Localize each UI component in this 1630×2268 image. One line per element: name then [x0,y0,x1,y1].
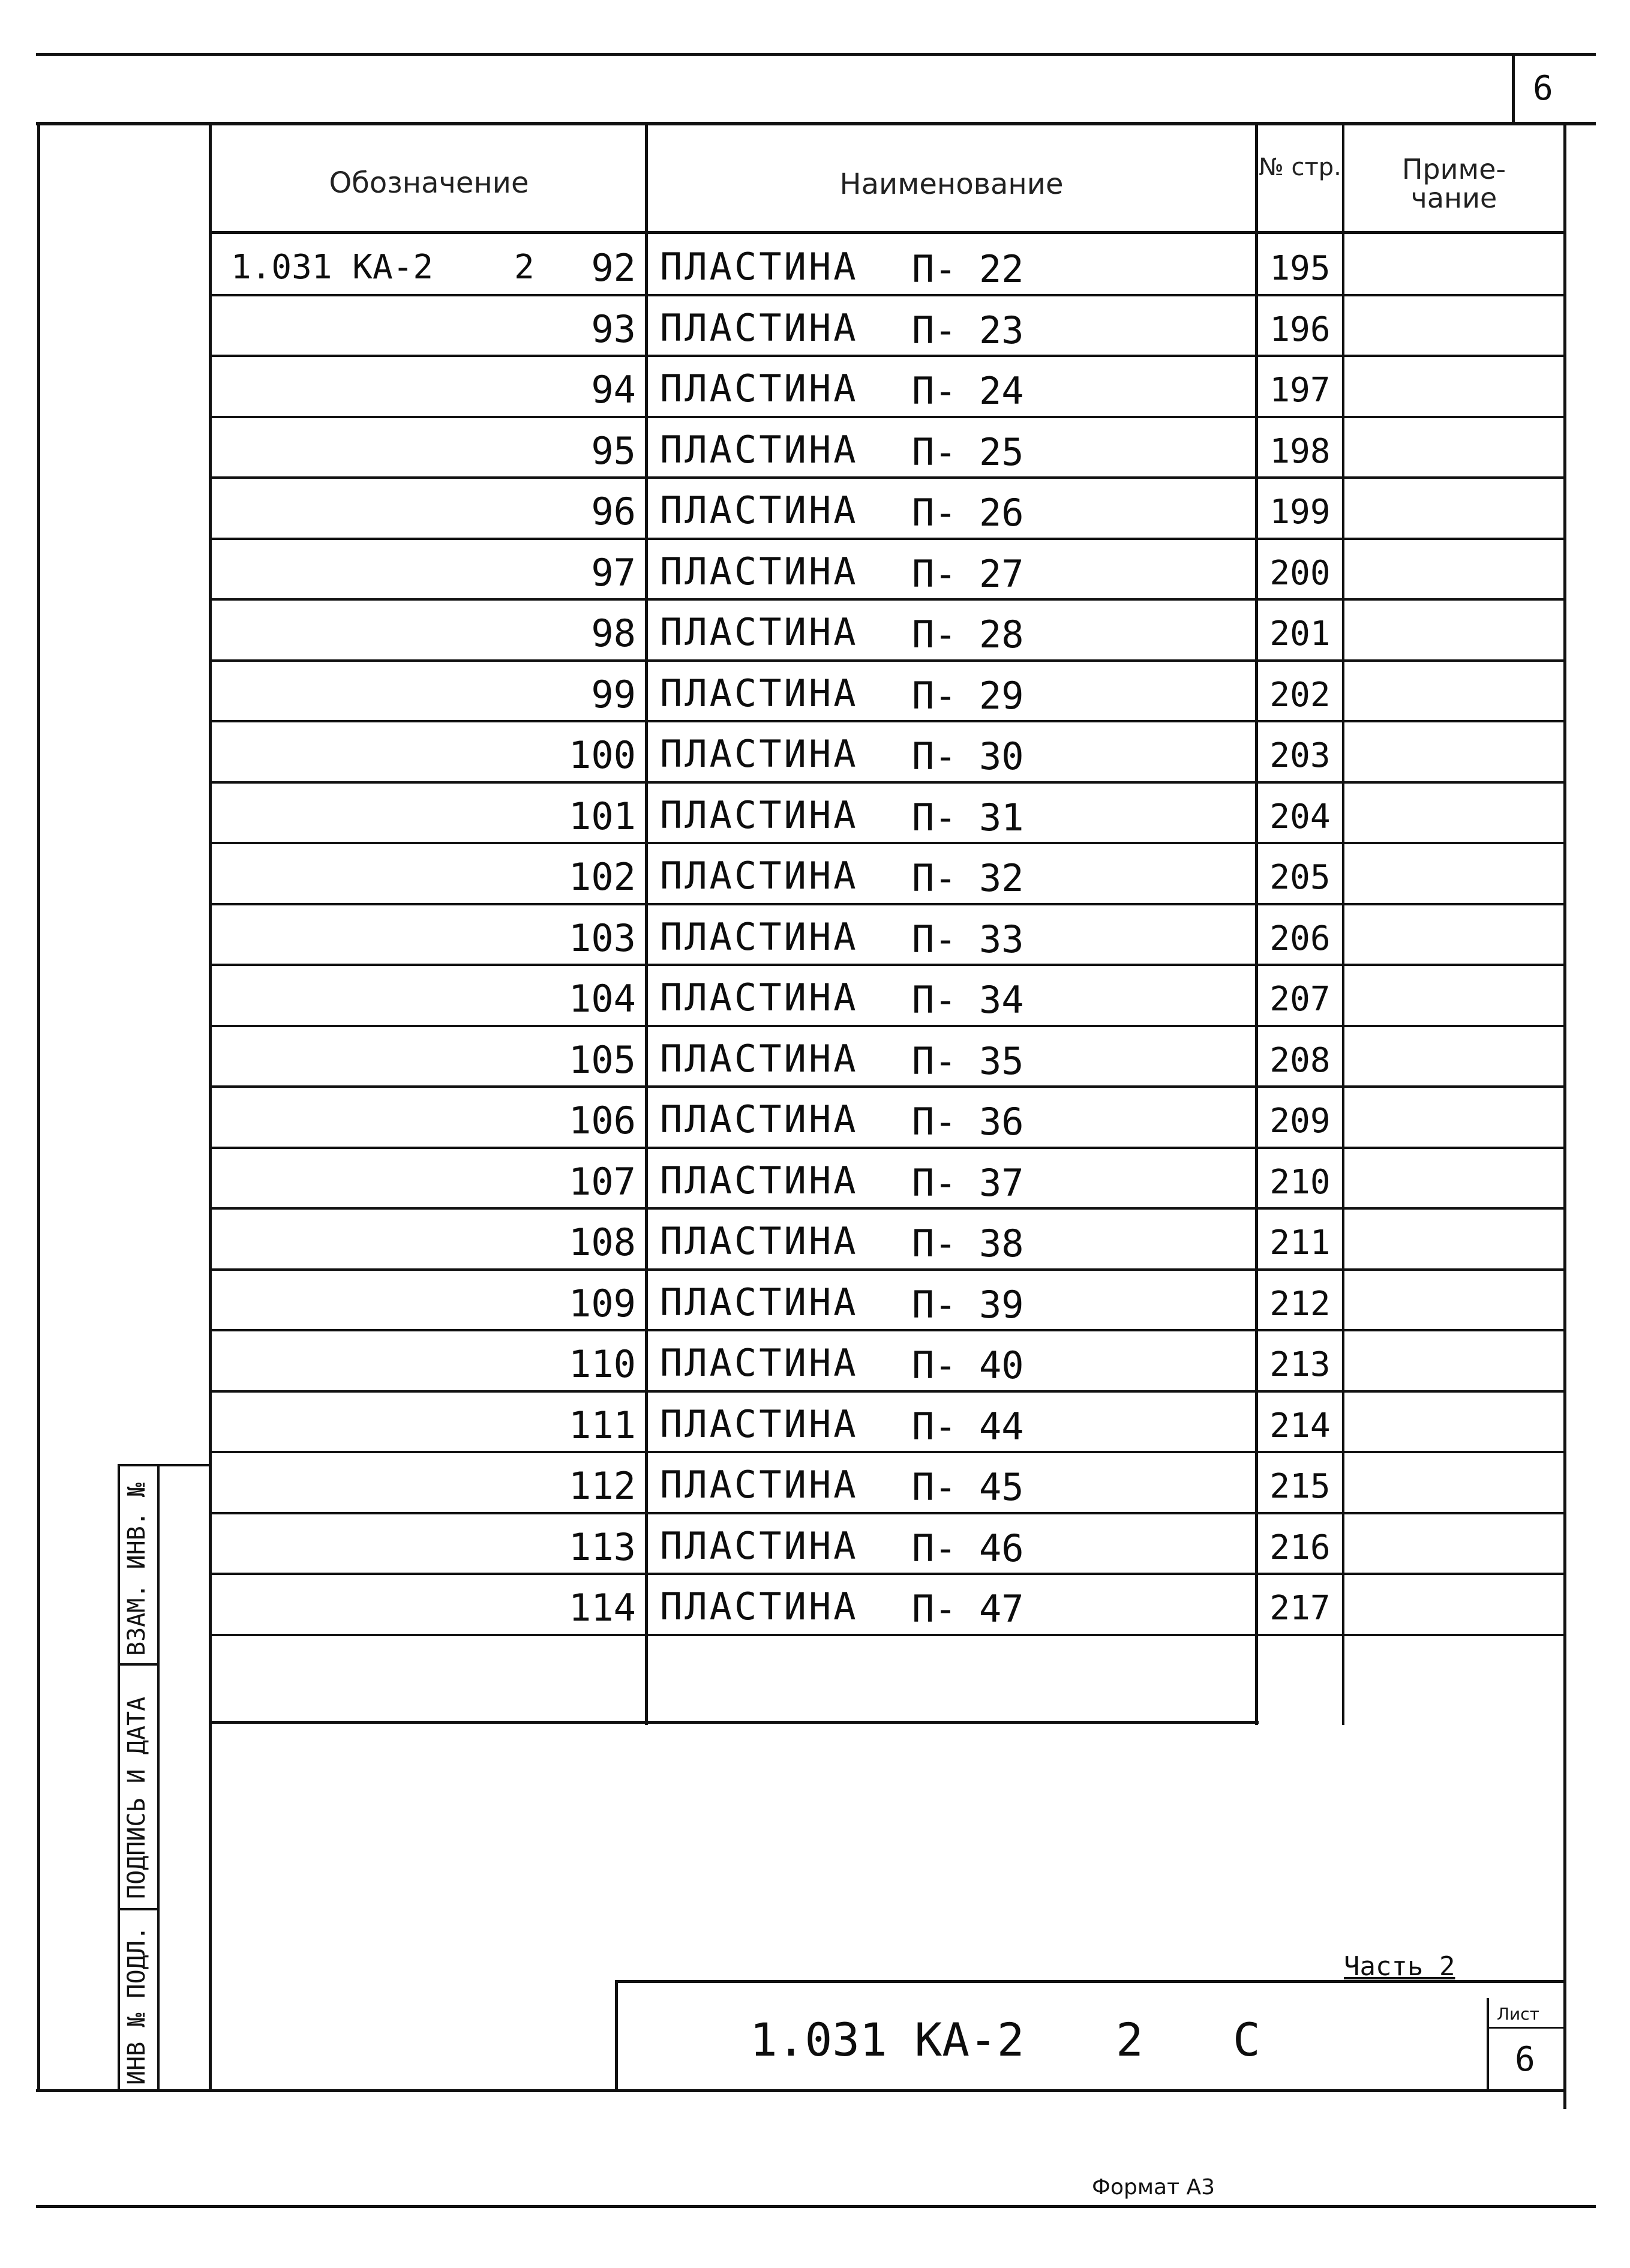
row-divider [209,294,1566,296]
page-number: 6 [1533,69,1553,108]
row-page: 210 [1269,1162,1331,1202]
row-divider [209,355,1566,357]
row-code: П- 23 [912,308,1024,352]
row-number: 114 [569,1586,636,1630]
row-code: П- 31 [912,795,1024,839]
table-left-line [209,123,212,2091]
stamp-inv-no-podl: ИНВ № ПОДЛ. [123,1926,151,2085]
row-number: 93 [591,307,636,351]
row-divider [209,1329,1566,1331]
frame-left-line [37,123,40,2091]
row-name: ПЛАСТИНА [660,427,858,472]
row-number: 96 [591,490,636,533]
row-divider [209,476,1566,479]
row-code: П- 45 [912,1465,1024,1509]
title-issue: 2 [1116,2013,1143,2066]
row-divider [209,1085,1566,1088]
row-number: 100 [569,733,636,777]
row-name: ПЛАСТИНА [660,1341,858,1385]
row-page: 212 [1269,1284,1331,1324]
title-code: 1.031 КА-2 [750,2013,1025,2066]
row-divider [209,720,1566,722]
row-page: 205 [1269,858,1331,897]
top-border-line [36,53,1596,56]
row-code: П- 26 [912,491,1024,535]
row-divider [209,1147,1566,1149]
row-page: 211 [1269,1223,1331,1262]
stamp-signature-date: ПОДПИСЬ И ДАТА [123,1696,151,1899]
row-name: ПЛАСТИНА [660,367,858,410]
row-number: 107 [569,1159,636,1204]
row-page: 200 [1269,553,1331,593]
row-number: 113 [569,1525,636,1569]
row-page: 215 [1269,1467,1331,1506]
row-page: 203 [1269,736,1331,775]
row-name: ПЛАСТИНА [660,854,858,898]
row-name: ПЛАСТИНА [660,1402,858,1446]
row-name: ПЛАСТИНА [660,1158,858,1202]
row-divider [209,781,1566,784]
row-number: 98 [591,611,636,655]
row-code: П- 22 [912,247,1024,291]
row-page: 204 [1269,797,1331,836]
row-page: 198 [1269,431,1331,471]
stamp-col-right [157,1464,160,2091]
row-name: ПЛАСТИНА [660,549,858,593]
row-page: 216 [1269,1528,1331,1567]
row-code: П- 38 [912,1222,1024,1265]
row-number: 104 [569,977,636,1021]
row-name: ПЛАСТИНА [660,793,858,837]
row-number: 106 [569,1099,636,1142]
row-divider [209,1512,1566,1514]
row-page: 202 [1269,675,1331,715]
row-divider [209,416,1566,418]
row-divider [209,1025,1566,1027]
row-page: 206 [1269,919,1331,958]
row-name: ПЛАСТИНА [660,305,858,350]
row-page: 197 [1269,371,1331,410]
table-right-line [1563,123,1566,2109]
row-designation: 1.031 КА-2 2 [231,248,535,287]
stamp-top-line [118,1464,211,1466]
row-divider [209,903,1566,905]
row-page: 201 [1269,614,1331,653]
row-divider [209,1451,1566,1453]
row-divider [209,538,1566,540]
row-number: 102 [569,855,636,899]
row-number: 110 [569,1342,636,1386]
row-page: 207 [1269,980,1331,1019]
row-divider [209,1268,1566,1271]
header-name: Наименование [839,167,1064,201]
row-code: П- 40 [912,1343,1024,1387]
row-page: 196 [1269,310,1331,349]
row-code: П- 35 [912,1039,1024,1083]
row-code: П- 29 [912,673,1024,718]
row-page: 195 [1269,249,1331,288]
row-number: 103 [569,916,636,960]
stamp-vzam-inv-no: ВЗАМ. ИНВ. № [123,1483,151,1656]
row-page: 213 [1269,1345,1331,1384]
row-divider [209,1207,1566,1210]
row-name: ПЛАСТИНА [660,1523,858,1568]
row-number: 99 [591,672,636,716]
row-number: 105 [569,1037,636,1082]
title-block-left-line [615,1980,618,2091]
row-number: 109 [569,1281,636,1325]
format-label: Формат А3 [1092,2175,1215,2200]
row-code: П- 37 [912,1160,1024,1205]
row-code: П- 46 [912,1526,1024,1570]
row-page: 199 [1269,493,1331,532]
row-divider [209,1634,1566,1636]
row-page: 208 [1269,1040,1331,1080]
row-name: ПЛАСТИНА [660,1219,858,1263]
row-divider [209,1573,1566,1575]
title-letter: С [1233,2013,1260,2066]
row-page: 209 [1269,1102,1331,1141]
title-block-sheet-divider [1487,1998,1489,2091]
row-divider [209,659,1566,662]
row-number: 92 [591,246,636,290]
table-end-line [209,1721,1259,1724]
row-code: П- 24 [912,369,1024,413]
row-code: П- 34 [912,978,1024,1022]
title-sheet-number: 6 [1515,2040,1535,2079]
row-name: ПЛАСТИНА [660,1097,858,1141]
row-code: П- 27 [912,551,1024,596]
header-bottom-line [209,231,1566,234]
row-name: ПЛАСТИНА [660,976,858,1019]
row-code: П- 30 [912,734,1024,778]
row-name: ПЛАСТИНА [660,1463,858,1507]
row-name: ПЛАСТИНА [660,914,858,959]
row-code: П- 39 [912,1282,1024,1327]
col-divider-note [1342,123,1344,1725]
row-name: ПЛАСТИНА [660,671,858,715]
title-block-sheet-line [1487,2027,1566,2029]
row-code: П- 25 [912,430,1024,474]
row-name: ПЛАСТИНА [660,1036,858,1081]
row-number: 101 [569,794,636,838]
row-divider [209,964,1566,966]
header-page-no: № стр. [1259,154,1341,181]
row-name: ПЛАСТИНА [660,732,858,776]
row-name: ПЛАСТИНА [660,245,858,289]
bottom-border-line [36,2205,1596,2208]
stamp-col-left [118,1464,120,2091]
title-sheet-label: Лист [1497,2004,1539,2024]
row-divider [209,598,1566,601]
stamp-line-1 [118,1663,160,1666]
row-number: 111 [569,1403,636,1447]
row-code: П- 44 [912,1404,1024,1448]
row-code: П- 36 [912,1100,1024,1144]
col-divider-name [645,123,648,1725]
header-note: Приме- чание [1401,153,1506,215]
row-page: 214 [1269,1406,1331,1445]
row-name: ПЛАСТИНА [660,610,858,654]
row-code: П- 32 [912,856,1024,900]
row-code: П- 28 [912,613,1024,656]
row-divider [209,1390,1566,1393]
row-name: ПЛАСТИНА [660,488,858,532]
row-code: П- 47 [912,1587,1024,1631]
row-name: ПЛАСТИНА [660,1280,858,1324]
row-number: 94 [591,368,636,412]
stamp-line-2 [118,1908,160,1910]
page-number-divider [1512,53,1515,124]
row-code: П- 33 [912,917,1024,961]
row-number: 95 [591,428,636,473]
row-number: 112 [569,1464,636,1508]
row-name: ПЛАСТИНА [660,1585,858,1628]
frame-top-line [36,122,1596,125]
row-number: 97 [591,550,636,595]
title-part: Часть 2 [1344,1951,1455,1982]
row-divider [209,842,1566,844]
row-page: 217 [1269,1589,1331,1628]
row-number: 108 [569,1220,636,1264]
frame-bottom-line [36,2089,1566,2092]
header-designation: Обозначение [329,166,529,200]
